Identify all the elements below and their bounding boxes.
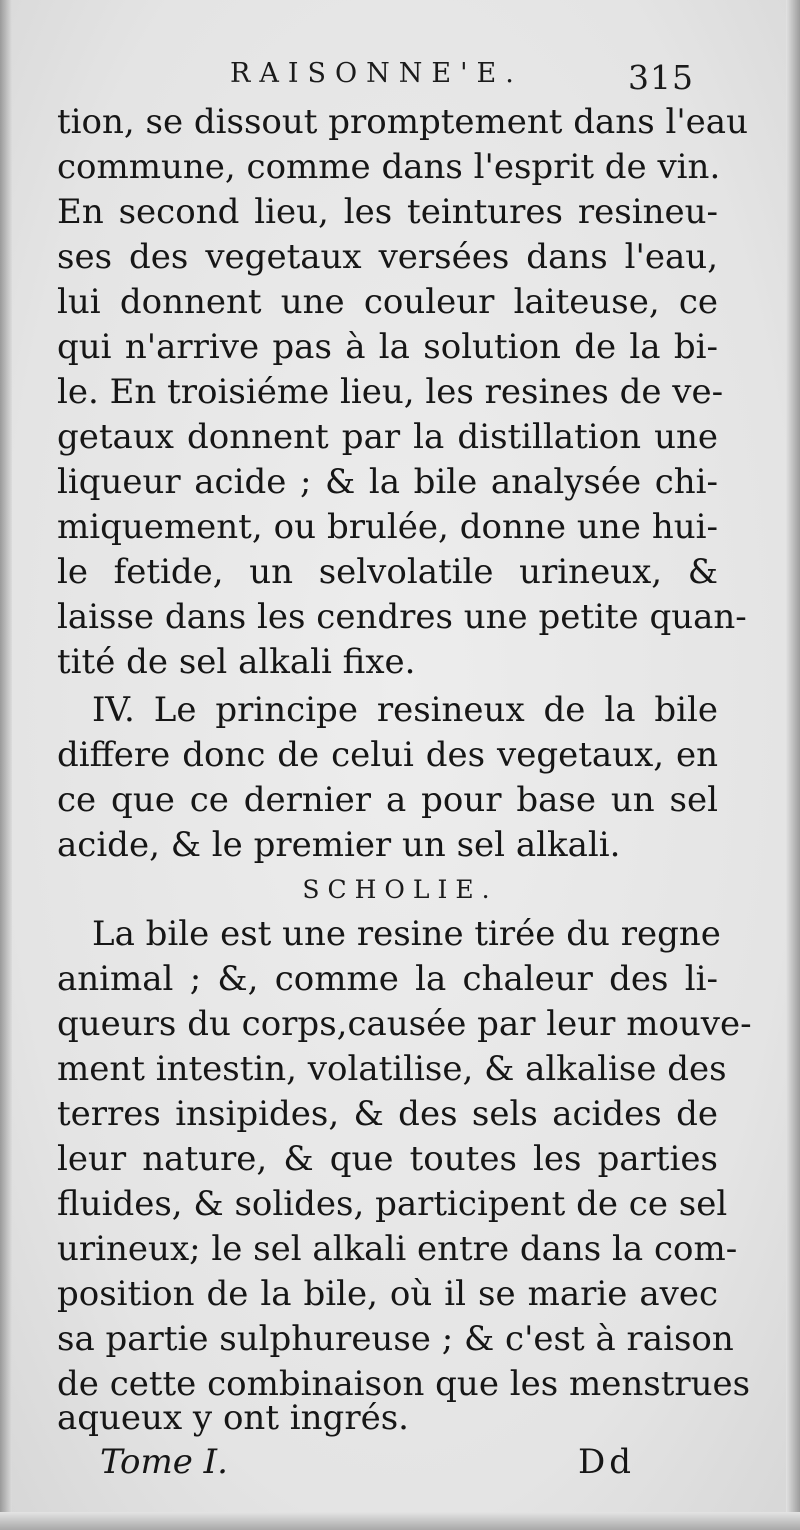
text-line: qui n'arrive pas à la solution de la bi- xyxy=(57,327,718,367)
text-line: terres insipides, & des sels acides de xyxy=(57,1094,718,1134)
text-line: tion, se dissout promptement dans l'eau xyxy=(57,102,748,142)
text-line: differe donc de celui des vegetaux, en xyxy=(57,735,718,775)
running-head xyxy=(0,58,800,98)
text-line: le fetide, un selvolatile urineux, & xyxy=(57,552,718,592)
text-line: urineux; le sel alkali entre dans la com- xyxy=(57,1229,738,1269)
text-line: fluides, & solides, participent de ce sel xyxy=(57,1184,728,1224)
text-line: leur nature, & que toutes les parties xyxy=(57,1139,718,1179)
text-line: miquement, ou brulée, donne une hui- xyxy=(57,507,718,547)
scholie-heading: SCHOLIE. xyxy=(302,875,498,904)
signature-mark: Dd xyxy=(578,1442,636,1482)
page-right-shadow xyxy=(786,0,800,1530)
text-line: lui donnent une couleur laiteuse, ce xyxy=(57,282,718,322)
text-line: laisse dans les cendres une petite quan- xyxy=(57,597,747,637)
text-line: animal ; &, comme la chaleur des li- xyxy=(57,959,718,999)
text-line: getaux donnent par la distillation une xyxy=(57,417,718,457)
page-bottom-shadow xyxy=(0,1512,800,1530)
volume-label: Tome I. xyxy=(100,1442,228,1482)
text-line: de cette combinaison que les menstrues xyxy=(57,1364,751,1404)
text-line: aqueux y ont ingrés. xyxy=(57,1398,409,1438)
text-line: tité de sel alkali fixe. xyxy=(57,642,416,682)
text-line: queurs du corps,causée par leur mouve- xyxy=(57,1004,752,1044)
paragraph-first-line: La bile est une resine tirée du regne xyxy=(92,914,721,954)
text-line: sa partie sulphureuse ; & c'est à raison xyxy=(57,1319,734,1359)
text-line: ce que ce dernier a pour base un sel xyxy=(57,780,718,820)
text-line: liqueur acide ; & la bile analysée chi- xyxy=(57,462,718,502)
text-line: acide, & le premier un sel alkali. xyxy=(57,825,621,865)
text-line: En second lieu, les teintures resineu- xyxy=(57,192,718,232)
text-line: ment intestin, volatilise, & alkalise des xyxy=(57,1049,727,1089)
running-head-title: RAISONNE'E. xyxy=(230,58,523,89)
text-line: le. En troisiéme lieu, les resines de ve- xyxy=(57,372,724,412)
paragraph-first-line: IV. Le principe resineux de la bile xyxy=(92,690,718,730)
text-line: ses des vegetaux versées dans l'eau, xyxy=(57,237,718,277)
text-line: commune, comme dans l'esprit de vin. xyxy=(57,147,721,187)
page-footer xyxy=(0,1442,800,1488)
page-number: 315 xyxy=(628,58,694,97)
text-line: position de la bile, où il se marie avec xyxy=(57,1274,718,1314)
page-left-shadow xyxy=(0,0,12,1530)
